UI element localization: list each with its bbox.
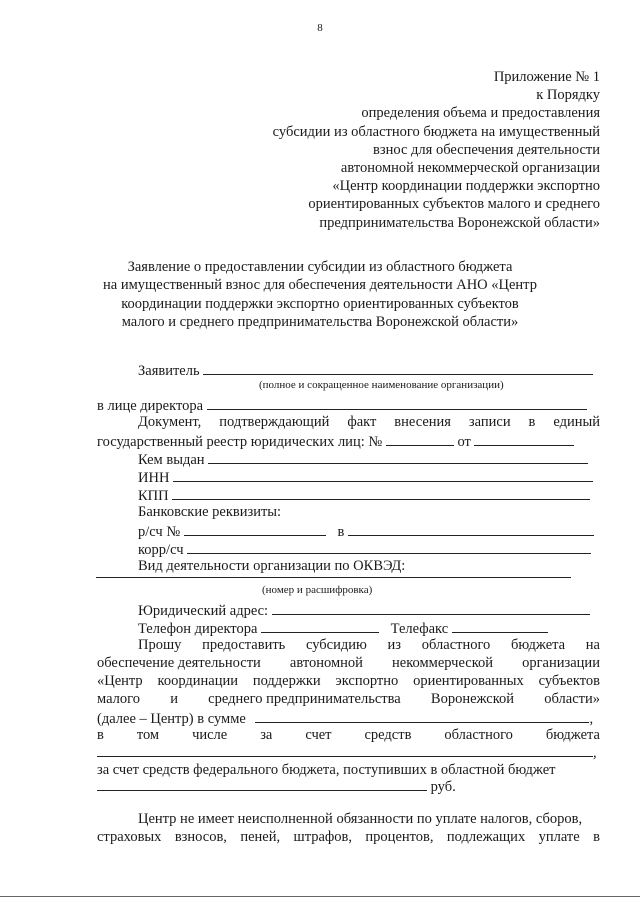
request-word: за [260, 727, 273, 743]
applicant-row [138, 361, 593, 380]
inn-field[interactable] [173, 468, 593, 482]
obligation-word: уплате [538, 829, 580, 845]
document-line-1 [138, 414, 600, 431]
federal-line: за счет средств федерального бюджета, поступивших в областной бюджет [97, 762, 556, 778]
legal-address-label: Юридический адрес: [138, 603, 269, 619]
bank-details-label: Банковские реквизиты: [138, 504, 282, 520]
bank-name-field[interactable] [348, 522, 594, 536]
issued-by-label: Кем выдан [138, 452, 205, 468]
inn-label: ИНН [138, 470, 170, 486]
request-word: бюджета [511, 637, 566, 653]
appendix-line: определения объема и предоставления [361, 105, 600, 122]
document-title [60, 258, 580, 332]
document-word: записи [468, 414, 511, 430]
corr-account-label: корр/сч [138, 542, 184, 558]
request-word: координации [157, 673, 238, 689]
request-word: среднего предпринимательства [208, 691, 401, 707]
applicant-label: Заявитель [138, 363, 200, 379]
rub-label: руб. [430, 779, 456, 795]
request-word: малого [97, 691, 140, 707]
obligation-word: в [593, 829, 600, 845]
corr-account-field[interactable] [187, 540, 591, 554]
request-word: предоставить [202, 637, 286, 653]
appendix-line: предпринимательства Воронежской области» [319, 214, 600, 231]
legal-address-row [138, 601, 590, 620]
okved-label: Вид деятельности организации по ОКВЭД: [138, 558, 406, 574]
request-word: области» [544, 691, 600, 707]
phone-row [138, 619, 548, 638]
appendix-line: взнос для обеспечения деятельности [373, 141, 600, 158]
registry-row [97, 432, 574, 451]
registry-from-label: от [457, 434, 471, 450]
director-row [97, 396, 587, 415]
document-word: в [528, 414, 536, 430]
title-line: на имущественный взнос для обеспечения деятельности АНО «Центр [103, 277, 537, 294]
okved-row [96, 564, 571, 583]
request-line-2 [97, 655, 600, 672]
director-phone-label: Телефон директора [138, 621, 258, 637]
request-word: Прошу [138, 637, 182, 653]
obligation-word: страховых [97, 829, 162, 845]
federal-amount-field[interactable] [97, 777, 427, 791]
registry-label: государственный реестр юридических лиц: № [97, 434, 383, 450]
request-word: и [170, 691, 178, 707]
kpp-field[interactable] [172, 486, 590, 500]
title-line: координации поддержки экспортно ориентированных субъектов [121, 295, 519, 312]
request-word: субсидию [305, 637, 367, 653]
request-line-6 [97, 727, 600, 744]
request-word: областного [421, 637, 491, 653]
account-field[interactable] [184, 522, 326, 536]
legal-address-field[interactable] [272, 601, 590, 615]
telefax-label: Телефакс [390, 621, 449, 637]
inn-row [138, 468, 593, 487]
request-word: числе [192, 727, 228, 743]
request-word: в [97, 727, 104, 743]
request-word: организации [522, 655, 600, 671]
kpp-label: КПП [138, 488, 169, 504]
document-word: подтверждающий [219, 414, 330, 430]
request-word: средств [364, 727, 412, 743]
account-label: р/сч № [138, 524, 181, 540]
obligation-line-2 [97, 829, 600, 846]
account-in-label: в [337, 524, 345, 540]
amount-label: (далее – Центр) в сумме [97, 711, 246, 727]
obligation-word: подлежащих [446, 829, 526, 845]
director-field[interactable] [207, 396, 587, 410]
obligation-word: взносов, [174, 829, 227, 845]
okved-field[interactable] [96, 564, 571, 578]
appendix-line: к Порядку [536, 87, 600, 104]
appendix-line: Приложение № 1 [493, 69, 600, 85]
appendix-line: «Центр координации поддержки экспортно [332, 178, 600, 195]
director-phone-field[interactable] [261, 619, 379, 633]
appendix-line: ориентированных субъектов малого и среднего [308, 196, 600, 213]
request-word: счет [305, 727, 332, 743]
request-word: из [387, 637, 402, 653]
amount-field[interactable] [255, 709, 589, 723]
request-word: экспортно [335, 673, 399, 689]
director-label: в лице директора [97, 398, 204, 414]
title-line: малого и среднего предпринимательства Воронежской области» [121, 314, 519, 331]
request-word: ориентированных [413, 673, 524, 689]
request-word: «Центр [97, 673, 143, 689]
appendix-line: автономной некоммерческой организации [340, 160, 600, 177]
obligation-word: пеней, [240, 829, 281, 845]
applicant-hint: (полное и сокращенное наименование организации) [259, 379, 504, 391]
page-bottom-edge [0, 896, 640, 897]
issued-by-field[interactable] [208, 450, 588, 464]
request-line-1 [138, 637, 600, 654]
corr-account-row [138, 540, 591, 559]
request-word: Воронежской [430, 691, 515, 707]
issued-by-row [138, 450, 588, 469]
request-word: обеспечение деятельности [97, 655, 261, 671]
okved-hint: (номер и расшифровка) [262, 584, 373, 596]
request-word: том [136, 727, 160, 743]
document-word: единый [553, 414, 600, 430]
page-number: 8 [317, 22, 323, 34]
obligation-word: процентов, [365, 829, 434, 845]
telefax-field[interactable] [452, 619, 548, 633]
amount-row: (далее – Центр) в сумме , [97, 711, 594, 727]
request-word: автономной [289, 655, 363, 671]
kpp-row [138, 486, 590, 505]
registry-date-field[interactable] [474, 432, 574, 446]
request-word: областного [444, 727, 513, 743]
title-line: Заявление о предоставлении субсидии из областного бюджета [127, 259, 513, 275]
registry-number-field[interactable] [386, 432, 454, 446]
regional-budget-field[interactable] [97, 743, 593, 757]
regional-budget-row: , [97, 743, 597, 762]
request-line-4 [97, 691, 600, 708]
document-word: факт [347, 414, 377, 430]
request-word: бюджета [545, 727, 600, 743]
appendix-heading [180, 68, 600, 232]
request-word: некоммерческой [392, 655, 494, 671]
appendix-line: субсидии из областного бюджета на имущественный [272, 123, 600, 140]
rub-row [97, 777, 456, 796]
applicant-field[interactable] [203, 361, 593, 375]
request-word: поддержки [252, 673, 321, 689]
obligation-line-1: Центр не имеет неисполненной обязанности по уплате налогов, сборов, [138, 811, 583, 827]
request-word: субъектов [538, 673, 600, 689]
document-word: Документ, [138, 414, 202, 430]
obligation-word: штрафов, [293, 829, 353, 845]
request-word: на [585, 637, 600, 653]
document-word: внесения [394, 414, 451, 430]
request-line-3 [97, 673, 600, 690]
account-row [138, 522, 594, 541]
